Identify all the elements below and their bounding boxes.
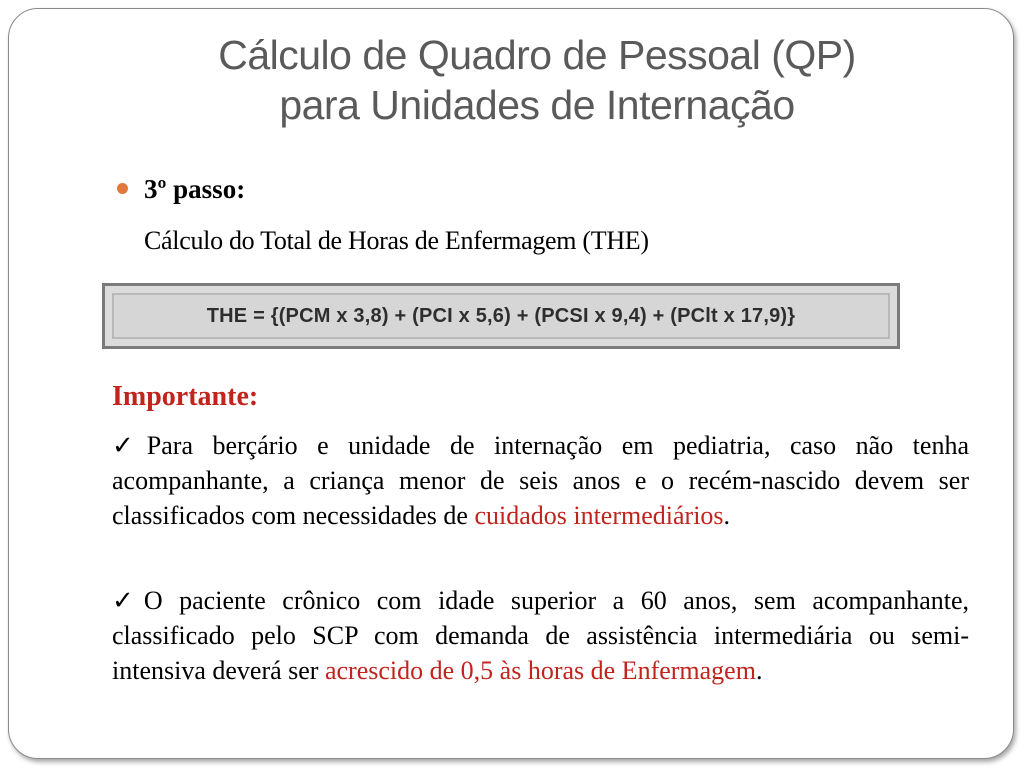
note-1-highlight: cuidados intermediários: [474, 501, 724, 530]
note-2: [112, 583, 969, 688]
important-heading: Importante:: [112, 381, 259, 412]
note-2-text: O paciente crônico com idade superior a 60 anos, sem acompanhante, classificado pelo SCP com demanda de assistência intermediária ou semi-intensiva deverá ser: [112, 586, 969, 685]
bullet-dot-icon: [117, 183, 128, 194]
note-1-end: .: [723, 501, 731, 530]
title-line-2: para Unidades de Internação: [279, 82, 795, 128]
note-1: [112, 428, 969, 533]
title-line-1: Cálculo de Quadro de Pessoal (QP): [218, 32, 856, 78]
note-2-end: .: [755, 656, 763, 685]
note-2-highlight: acrescido de 0,5 às horas de Enfermagem: [324, 656, 756, 685]
slide-title: [40, 30, 1024, 130]
checkmark-icon: ✓: [112, 431, 147, 460]
formula-text: THE = {(PCM x 3,8) + (PCI x 5,6) + (PCSI x 9,4) + (PClt x 17,9)}: [112, 293, 890, 339]
step-label: 3º passo:: [144, 174, 246, 204]
note-1-text: Para berçário e unidade de internação em pediatria, caso não tenha acompanhante, a criança menor de seis anos e o recém-nascido devem ser classificados com necessidades de: [112, 431, 969, 530]
formula-box: [102, 283, 900, 349]
step-description: Cálculo do Total de Horas de Enfermagem (THE): [144, 226, 649, 255]
checkmark-icon: ✓: [112, 586, 144, 615]
